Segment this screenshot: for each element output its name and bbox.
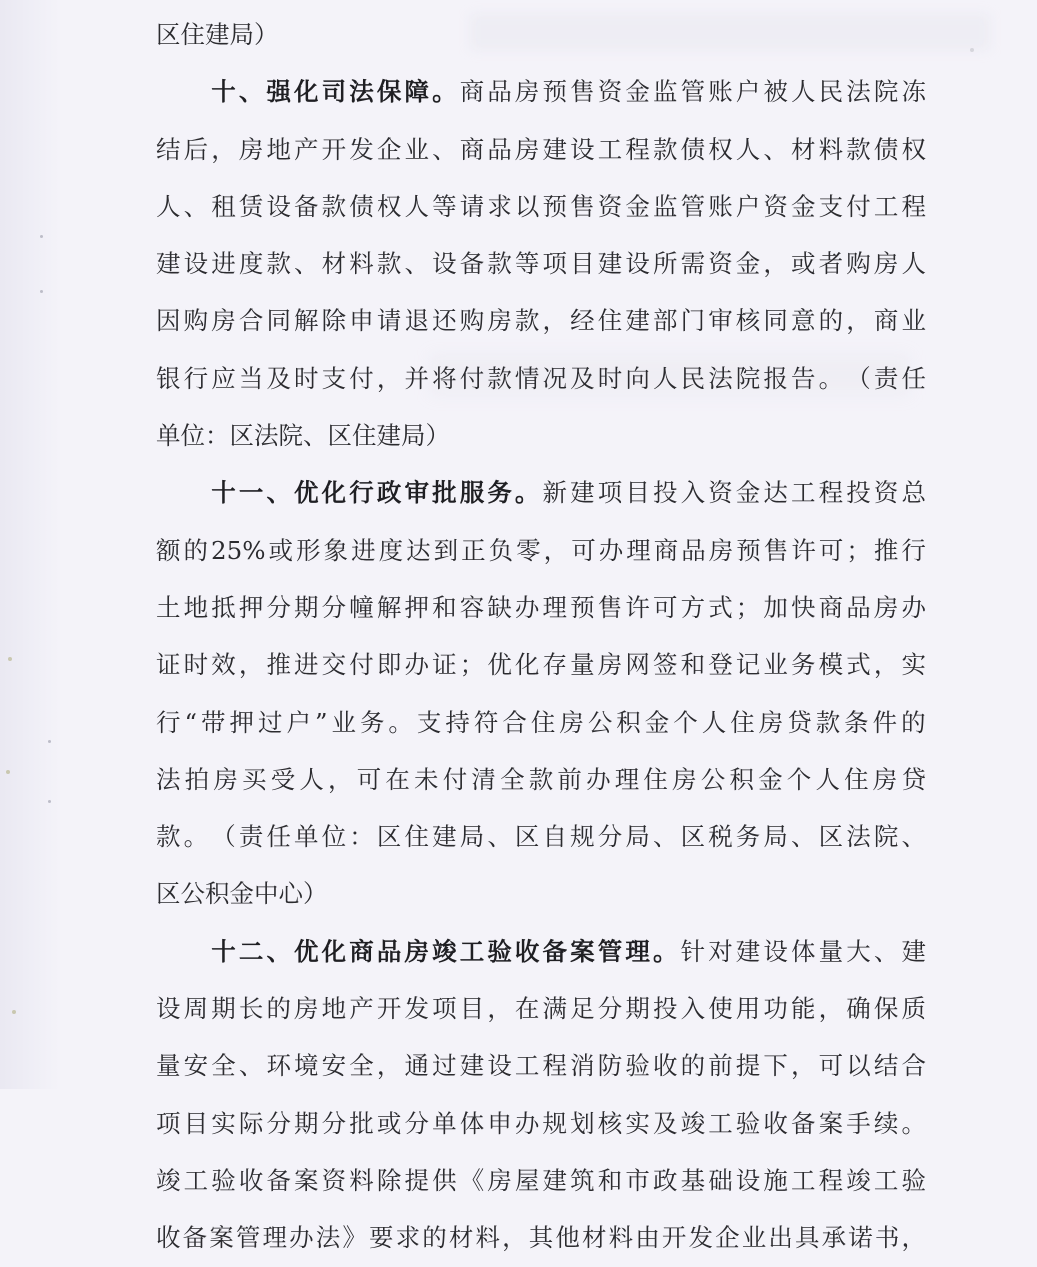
text-line: 区 公 积 金 中 心 ） (156, 879, 328, 909)
text-line: 法 拍 房 买 受 人 ， 可 在 未 付 清 全 款 前 办 理 住 房 公 积 金 个 人 住 房 贷 (156, 764, 926, 794)
text-line: 行 “ 带 押 过 户 ” 业 务 。 支 持 符 合 住 房 公 积 金 个 人 住 房 贷 款 条 件 的 (156, 707, 926, 737)
text-line: 土 地 抵 押 分 期 分 幢 解 押 和 容 缺 办 理 预 售 许 可 方 式 ； 加 快 商 品 房 办 (156, 592, 926, 622)
text-line: 竣 工 验 收 备 案 资 料 除 提 供 《 房 屋 建 筑 和 市 政 基 础 设 施 工 程 竣 工 验 (156, 1165, 926, 1195)
text-line: 十 一 、 优 化 行 政 审 批 服 务 。 新 建 项 目 投 入 资 金 达 工 程 投 资 总 (211, 478, 926, 508)
paper-speck (48, 800, 51, 803)
text-line: 设 周 期 长 的 房 地 产 开 发 项 目 ， 在 满 足 分 期 投 入 使 用 功 能 ， 确 保 质 (156, 994, 926, 1024)
text-line: 建 设 进 度 款 、 材 料 款 、 设 备 款 等 项 目 建 设 所 需 资 金 ， 或 者 购 房 人 (156, 249, 926, 279)
text-line: 区 住 建 局 ） (156, 20, 279, 49)
text-line: 十 、 强 化 司 法 保 障 。 商 品 房 预 售 资 金 监 管 账 户 被 人 民 法 院 冻 (211, 77, 926, 107)
text-line: 额 的 25% 或 形 象 进 度 达 到 正 负 零 ， 可 办 理 商 品 房 预 售 许 可 ； 推 行 (156, 535, 926, 565)
paper-speck (40, 235, 43, 238)
paper-speck (40, 290, 43, 293)
text-line: 收 备 案 管 理 办 法 》 要 求 的 材 料 ， 其 他 材 料 由 开 发 企 业 出 具 承 诺 书 ， (156, 1223, 926, 1253)
text-line: 人 、 租 赁 设 备 款 债 权 人 等 请 求 以 预 售 资 金 监 管 账 户 资 金 支 付 工 程 (156, 191, 926, 221)
paper-speck (8, 657, 12, 661)
text-line: 证 时 效 ， 推 进 交 付 即 办 证 ； 优 化 存 量 房 网 签 和 登 记 业 务 模 式 ， 实 (156, 650, 926, 680)
text-line: 单 位 ： 区 法 院 、 区 住 建 局 ） (156, 421, 450, 451)
text-line: 量 安 全 、 环 境 安 全 ， 通 过 建 设 工 程 消 防 验 收 的 前 提 下 ， 可 以 结 合 (156, 1051, 926, 1081)
paper-speck (48, 740, 51, 743)
text-line: 项 目 实 际 分 期 分 批 或 分 单 体 申 办 规 划 核 实 及 竣 工 验 收 备 案 手 续 。 (156, 1108, 926, 1138)
text-line: 十 二 、 优 化 商 品 房 竣 工 验 收 备 案 管 理 。 针 对 建 设 体 量 大 、 建 (211, 936, 926, 966)
paper-speck (970, 48, 974, 52)
paper-speck (12, 1010, 16, 1014)
text-line: 结 后 ， 房 地 产 开 发 企 业 、 商 品 房 建 设 工 程 款 债 权 人 、 材 料 款 债 权 (156, 134, 926, 164)
paper-speck (6, 770, 10, 774)
text-line: 因 购 房 合 同 解 除 申 请 退 还 购 房 款 ， 经 住 建 部 门 审 核 同 意 的 ， 商 业 (156, 306, 926, 336)
text-line: 银 行 应 当 及 时 支 付 ， 并 将 付 款 情 况 及 时 向 人 民 法 院 报 告 。 （ 责 任 (156, 363, 926, 393)
document-body (156, 6, 926, 1267)
text-line: 款 。 （ 责 任 单 位 ： 区 住 建 局 、 区 自 规 分 局 、 区 税 务 局 、 区 法 院 、 (156, 822, 926, 852)
